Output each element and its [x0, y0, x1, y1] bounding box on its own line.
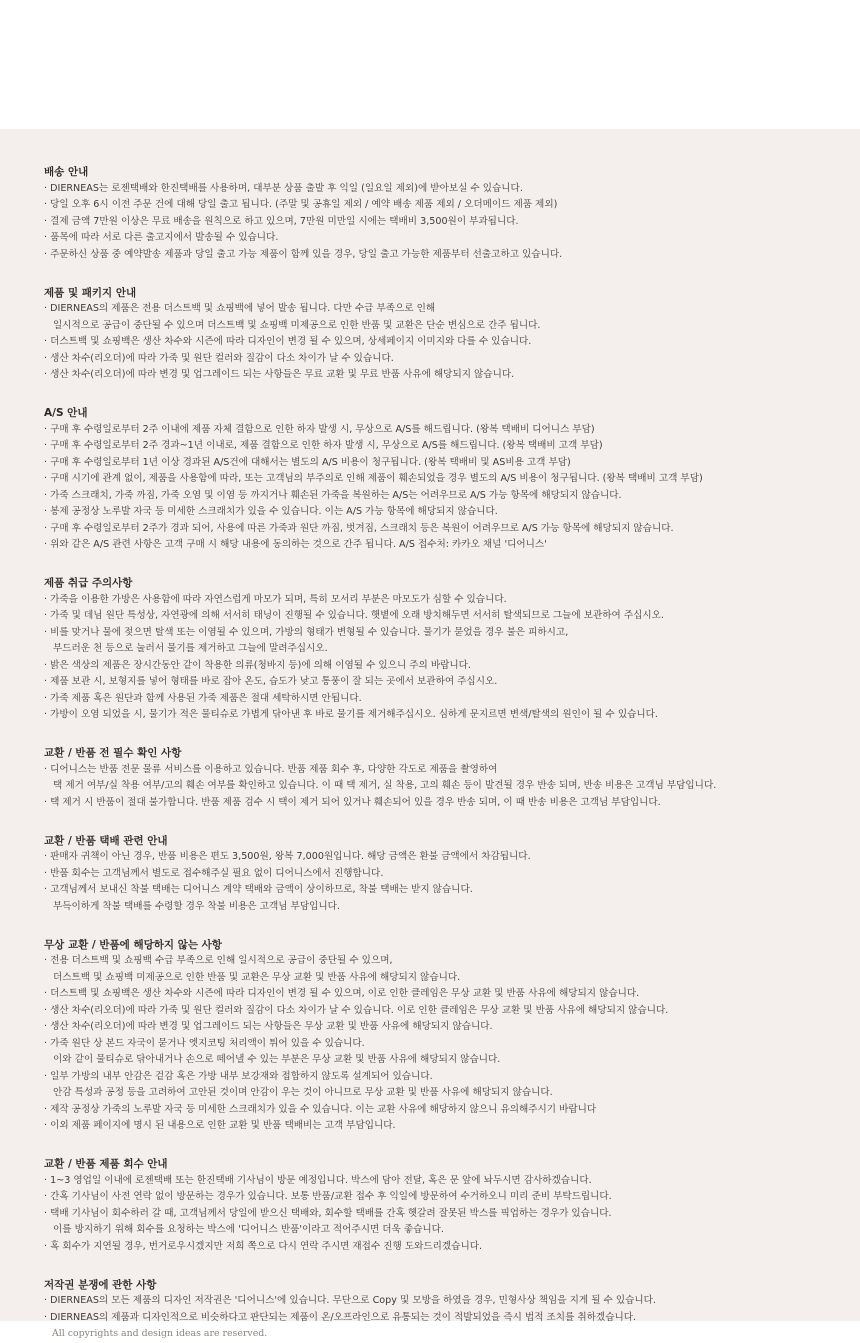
notice-line: · 혹 회수가 지연될 경우, 번거로우시겠지만 저희 쪽으로 다시 연락 주시면 재접수 진행 도와드리겠습니다. — [44, 1240, 483, 1252]
notice-line: · 구매 시기에 관계 없이, 제품을 사용함에 따라, 또는 고객님의 부주의로 인해 제품이 훼손되었을 경우 별도의 A/S 비용이 청구됩니다. (왕복 택배비 고객 부담) — [44, 473, 703, 484]
notice-line: 이와 같이 물티슈로 닦아내거나 손으로 떼어낼 수 있는 부분은 무상 교환 및 반품 사유에 해당되지 않습니다. — [53, 1054, 501, 1065]
notice-line: · 생산 차수(리오더)에 따라 가죽 및 원단 컬러와 질감이 다소 차이가 날 수 있습니다. 이로 인한 클레임은 무상 교환 및 반품 사유에 해당되지 않습니다. — [44, 1004, 669, 1016]
notice-line: · 생산 차수(리오더)에 따라 가죽 및 원단 컬러와 질감이 다소 차이가 날 수 있습니다. — [44, 352, 394, 364]
section-title: 저작권 분쟁에 관한 사항 — [44, 1278, 157, 1291]
notice-line: · 제품 보관 시, 보형지를 넣어 형태를 바로 잡아 온도, 습도가 낮고 통풍이 잘 되는 곳에서 보관하여 주십시오. — [44, 676, 498, 687]
notice-line: · 비를 맞거나 물에 젖으면 탈색 또는 이염될 수 있으며, 가방의 형태가 변형될 수 있습니다. 물기가 묻었을 경우 불은 피하시고, — [44, 626, 569, 638]
notice-section — [44, 745, 834, 811]
notice-line: · 구매 후 수령일로부터 1년 이상 경과된 A/S건에 대해서는 별도의 A/S 비용이 청구됩니다. (왕복 택배비 및 AS비용 고객 부담) — [44, 456, 571, 468]
notice-section — [44, 937, 834, 1135]
notice-line: 부득이하게 착불 택배를 수령할 경우 착불 비용은 고객님 부담입니다. — [53, 900, 340, 912]
notice-line: · 간혹 기사님이 사전 연락 없이 방문하는 경우가 있습니다. 보통 반품/교환 접수 후 익일에 방문하여 수거하오니 미리 준비 부탁드립니다. — [44, 1191, 612, 1202]
notice-section — [44, 1156, 834, 1255]
notice-line: · 생산 차수(리오더)에 따라 변경 및 업그레이드 되는 사항들은 무상 교환 및 반품 사유에 해당되지 않습니다. — [44, 1021, 493, 1032]
notice-section — [44, 285, 834, 384]
notice-line: · 더스트백 및 쇼핑백은 생산 차수와 시즌에 따라 디자인이 변경 될 수 있으며, 이로 인한 클레임은 무상 교환 및 반품 사유에 해당되지 않습니다. — [44, 988, 640, 999]
notice-line: 부드러운 천 등으로 눌러서 물기를 제거하고 그늘에 말려주십시오. — [53, 643, 328, 654]
notice-line: · 가방이 오염 되었을 시, 물기가 적은 물티슈로 가볍게 닦아낸 후 바로 물기를 제거해주십시오. 심하게 문지르면 변색/탈색의 원인이 될 수 있습니다. — [44, 709, 658, 720]
notice-section — [44, 405, 834, 554]
notice-line: · 당일 오후 6시 이전 주문 건에 대해 당일 출고 됩니다. (주말 및 공휴일 제외 / 예약 배송 제품 제외 / 오더메이드 제품 제외) — [44, 199, 558, 210]
notice-line: · 이외 제품 페이지에 명시 된 내용으로 인한 교환 및 반품 택배비는 고객 부담입니다. — [44, 1120, 396, 1131]
notice-line: · 택배 기사님이 회수하러 갈 때, 고객님께서 당일에 받으신 택배와, 회수할 택배를 간혹 헷갈려 잘못된 박스를 픽업하는 경우가 있습니다. — [44, 1207, 612, 1219]
notice-line: · 디어니스는 반품 전문 물류 서비스를 이용하고 있습니다. 반품 제품 회수 후, 다양한 각도로 제품을 촬영하여 — [44, 763, 498, 775]
notice-line: · 택 제거 시 반품이 절대 불가합니다. 반품 제품 검수 시 택이 제거 되어 있거나 훼손되어 있을 경우 반송 되며, 이 때 반송 비용은 고객님 부담입니다. — [44, 796, 661, 808]
section-title: A/S 안내 — [44, 407, 88, 419]
notice-section — [44, 575, 834, 724]
notice-line: · 구매 후 수령일로부터 2주 경과~1년 이내로, 제품 결함으로 인한 하자 발생 시, 무상으로 A/S를 해드립니다. (왕복 택배비 고객 부담) — [44, 440, 603, 451]
notice-line: 택 제거 여부/실 착용 여부/고의 훼손 여부를 확인하고 있습니다. 이 때 택 제거, 실 착용, 고의 훼손 등이 발견될 경우 반송 되며, 반송 비용은 고객님 부담입니다. — [53, 780, 717, 791]
notice-line: 일시적으로 공급이 중단될 수 있으며 더스트백 및 쇼핑백 미제공으로 인한 반품 및 교환은 단순 변심으로 간주 됩니다. — [53, 319, 541, 331]
notice-line: · 전용 더스트백 및 쇼핑백 수급 부족으로 인해 일시적으로 공급이 중단될 수 있으며, — [44, 955, 393, 966]
notice-line: · 가죽을 이용한 가방은 사용함에 따라 자연스럽게 마모가 되며, 특히 모서리 부분은 마모도가 심할 수 있습니다. — [44, 593, 507, 605]
notice-section — [44, 833, 834, 916]
notice-line: · DIERNEAS의 제품과 디자인적으로 비슷하다고 판단되는 제품이 온/오프라인으로 유통되는 것이 적발되었을 즉시 법적 조치를 취하겠습니다. — [44, 1311, 637, 1323]
section-title: 제품 취급 주의사항 — [44, 577, 133, 589]
notice-line: · 판매자 귀책이 아닌 경우, 반품 비용은 편도 3,500원, 왕복 7,000원입니다. 해당 금액은 환불 금액에서 차감됩니다. — [44, 851, 531, 862]
copyright-notice: All copyrights and design ideas are reserved. — [52, 1328, 268, 1339]
section-title: 교환 / 반품 제품 회수 안내 — [44, 1158, 168, 1170]
section-title: 제품 및 패키지 안내 — [44, 286, 137, 299]
notice-section — [44, 164, 834, 263]
notice-line: 이를 방지하기 위해 회수를 요청하는 박스에 '디어니스 반품'이라고 적어주시면 더욱 좋습니다. — [53, 1224, 444, 1235]
notice-line: · 반품 회수는 고객님께서 별도로 접수해주실 필요 없이 디어니스에서 진행합니다. — [44, 867, 384, 879]
section-title: 교환 / 반품 전 필수 확인 사항 — [44, 747, 182, 759]
notice-line: · DIERNEAS는 로젠택배와 한진택배를 사용하며, 대부분 상품 출발 후 익일 (일요일 제외)에 받아보실 수 있습니다. — [44, 182, 523, 194]
notice-line: · 가죽 원단 상 본드 자국이 묻거나 엣지코팅 처리액이 튀어 있을 수 있습니다. — [44, 1037, 365, 1049]
notice-line: 더스트백 및 쇼핑백 미제공으로 인한 반품 및 교환은 무상 교환 및 반품 사유에 해당되지 않습니다. — [53, 971, 461, 983]
section-title: 교환 / 반품 택배 관련 안내 — [44, 834, 168, 847]
notice-line: · 봉제 공정상 노루발 자국 등 미세한 스크래치가 있을 수 있습니다. 이는 A/S 가능 항목에 해당되지 않습니다. — [44, 506, 498, 517]
notice-line: · DIERNEAS의 제품은 전용 더스트백 및 쇼핑백에 넣어 발송 됩니다. 다만 수급 부족으로 인해 — [44, 303, 436, 314]
notice-line: · DIERNEAS의 모든 제품의 디자인 저작권은 '디어니스'에 있습니다. 무단으로 Copy 및 모방을 하였을 경우, 민형사상 책임을 지게 될 수 있습니다. — [44, 1295, 656, 1306]
notice-line: · 품목에 따라 서로 다른 출고지에서 발송될 수 있습니다. — [44, 232, 279, 243]
notice-section — [44, 1277, 834, 1343]
section-title: 무상 교환 / 반품에 해당하지 않는 사항 — [44, 938, 222, 951]
notice-line: · 위와 같은 A/S 관련 사항은 고객 구매 시 해당 내용에 동의하는 것으로 간주 됩니다. A/S 접수처: 카카오 채널 '디어니스' — [44, 539, 547, 550]
notice-line: · 밝은 색상의 제품은 장시간동안 같이 착용한 의류(청바지 등)에 의해 이염될 수 있으니 주의 바랍니다. — [44, 659, 471, 671]
section-title: 배송 안내 — [44, 166, 89, 178]
notice-line: · 구매 후 수령일로부터 2주 이내에 제품 자체 결함으로 인한 하자 발생 시, 무상으로 A/S를 해드립니다. (왕복 택배비 디어니스 부담) — [44, 423, 595, 435]
notice-line: · 주문하신 상품 중 예약발송 제품과 당일 출고 가능 제품이 함께 있을 경우, 당일 출고 가능한 제품부터 선출고하고 있습니다. — [44, 248, 563, 260]
notice-line: · 고객님께서 보내신 착불 택배는 디어니스 계약 택배와 금액이 상이하므로, 착불 택배는 받지 않습니다. — [44, 884, 473, 895]
notice-content — [44, 164, 834, 1343]
notice-line: · 구매 후 수령일로부터 2주가 경과 되어, 사용에 따른 가죽과 원단 까짐, 벗겨짐, 스크래치 등은 복원이 어려우므로 A/S 가능 항목에 해당되지 않습니다. — [44, 522, 674, 534]
notice-line: 안감 특성과 공정 등을 고려하여 고안된 것이며 안감이 우는 것이 아니므로 무상 교환 및 반품 사유에 해당되지 않습니다. — [53, 1087, 553, 1098]
notice-line: · 가죽 스크래치, 가죽 까짐, 가죽 오염 및 이염 등 까지거나 훼손된 가죽을 복원하는 A/S는 어려우므로 A/S 가능 항목에 해당되지 않습니다. — [44, 489, 622, 501]
notice-line: · 1~3 영업일 이내에 로젠택배 또는 한진택배 기사님이 방문 예정입니다. 박스에 담아 전달, 혹은 문 앞에 놔두시면 감사하겠습니다. — [44, 1174, 592, 1186]
notice-line: · 제작 공정상 가죽의 노루발 자국 등 미세한 스크래치가 있을 수 있습니다. 이는 교환 사유에 해당하지 않으니 유의해주시기 바랍니다 — [44, 1103, 597, 1115]
notice-line: · 더스트백 및 쇼핑백은 생산 차수와 시즌에 따라 디자인이 변경 될 수 있으며, 상세페이지 이미지와 다를 수 있습니다. — [44, 336, 532, 347]
notice-line: · 가죽 제품 혹은 원단과 함께 사용된 가죽 제품은 절대 세탁하시면 안됩니다. — [44, 692, 362, 704]
notice-line: · 가죽 및 데님 원단 특성상, 자연광에 의해 서서히 태닝이 진행될 수 있습니다. 햇볕에 오래 방치해두면 서서히 탈색되므로 그늘에 보관하여 주십시오. — [44, 610, 664, 621]
notice-line: · 생산 차수(리오더)에 따라 변경 및 업그레이드 되는 사항들은 무료 교환 및 무료 반품 사유에 해당되지 않습니다. — [44, 369, 515, 380]
notice-line: · 결제 금액 7만원 이상은 무료 배송을 원칙으로 하고 있으며, 7만원 미만일 시에는 택배비 3,500원이 부과됩니다. — [44, 215, 519, 227]
notice-line: · 일부 가방의 내부 안감은 겉감 혹은 가방 내부 보강재와 접합하지 않도록 설계되어 있습니다. — [44, 1070, 433, 1082]
